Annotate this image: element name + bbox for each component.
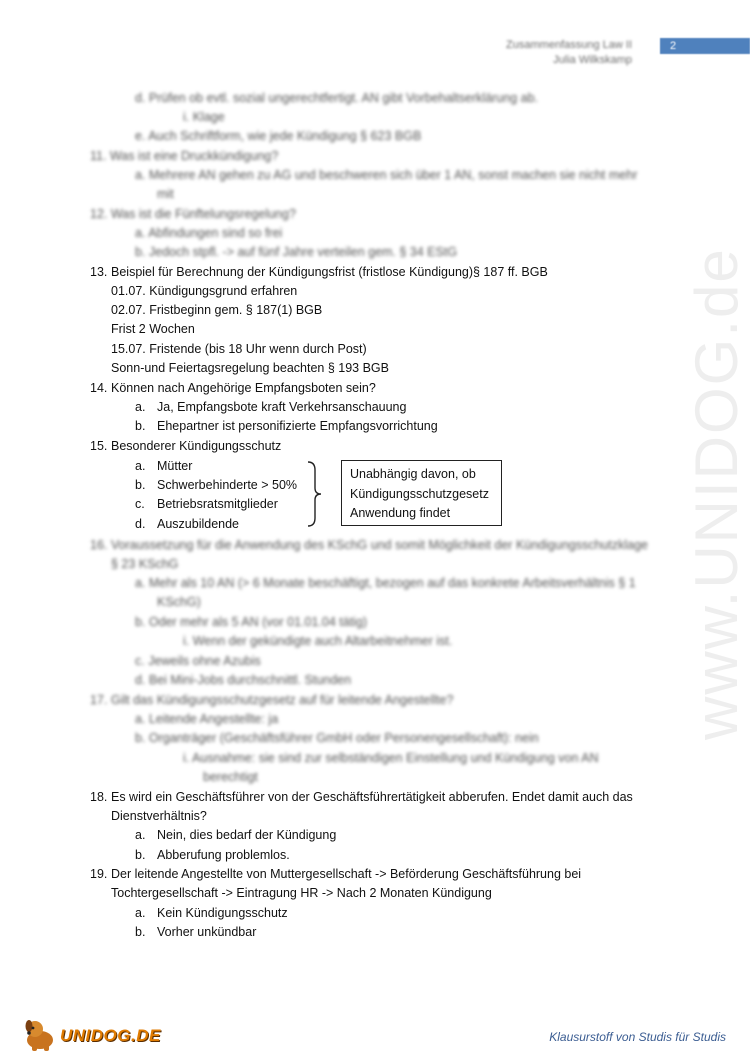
unidog-logo xyxy=(22,1016,162,1054)
q15-number: 15. xyxy=(90,439,108,453)
q13-line: Sonn-und Feiertagsregelung beachten § 193 BGB xyxy=(111,361,389,375)
blurred-line: a. Abfindungen sind so frei xyxy=(135,226,283,240)
list-item: Ja, Empfangsbote kraft Verkehrsanschauung xyxy=(157,400,407,414)
list-item: Ehepartner ist personifizierte Empfangsvorrichtung xyxy=(157,419,438,433)
list-marker: c. xyxy=(135,497,145,511)
q19-title-cont: Tochtergesellschaft -> Eintragung HR -> Nach 2 Monaten Kündigung xyxy=(111,886,492,900)
list-marker: a. xyxy=(135,459,146,473)
list-item: Kein Kündigungsschutz xyxy=(157,906,288,920)
q18-number: 18. xyxy=(90,790,108,804)
blurred-line: b. Oder mehr als 5 AN (vor 01.01.04 tätig) xyxy=(135,615,368,629)
blurred-line: berechtigt xyxy=(203,770,258,784)
q18-title-cont: Dienstverhältnis? xyxy=(111,809,207,823)
q13-number: 13. xyxy=(90,265,108,279)
q15-title: Besonderer Kündigungsschutz xyxy=(111,439,282,453)
page-number-badge: 2 xyxy=(660,38,750,54)
list-item: Mütter xyxy=(157,459,193,473)
q19-title: Der leitende Angestellte von Muttergesellschaft -> Beförderung Geschäftsführung bei xyxy=(111,867,582,881)
note-line: Kündigungsschutzgesetz xyxy=(350,486,489,501)
list-item: Auszubildende xyxy=(157,517,240,531)
q18-title: Es wird ein Geschäftsführer von der Geschäftsführertätigkeit abberufen. Endet damit auch das xyxy=(111,790,633,804)
blurred-line: b. Organträger (Geschäftsführer GmbH oder Personengesellschaft): nein xyxy=(135,731,539,745)
list-marker: a. xyxy=(135,906,146,920)
curly-brace xyxy=(305,460,325,528)
blurred-line: a. Leitende Angestellte: ja xyxy=(135,712,279,726)
blurred-line: e. Auch Schriftform, wie jede Kündigung § 623 BGB xyxy=(135,129,422,143)
blurred-line: b. Jedoch stpfl. -> auf fünf Jahre verteilen gem. § 34 EStG xyxy=(135,245,458,259)
list-item: Abberufung problemlos. xyxy=(157,848,290,862)
q14-title: Können nach Angehörige Empfangsboten sein? xyxy=(111,381,376,395)
list-marker: b. xyxy=(135,848,146,862)
blurred-line: § 23 KSchG xyxy=(111,557,179,571)
list-item: Betriebsratsmitglieder xyxy=(157,497,278,511)
blurred-line: 11. Was ist eine Druckkündigung? xyxy=(90,149,279,163)
logo-text: UNIDOG.DE xyxy=(60,1026,161,1045)
blurred-line: 16. Voraussetzung für die Anwendung des KSchG und somit Möglichkeit der Kündigungsschutzklage xyxy=(90,538,648,552)
page-header xyxy=(506,38,632,68)
blurred-line: i. Wenn der gekündigte auch Altarbeitnehmer ist. xyxy=(183,634,453,648)
list-item: Schwerbehinderte > 50% xyxy=(157,478,298,492)
dog-icon xyxy=(22,1016,60,1054)
note-box xyxy=(341,460,502,526)
note-line: Anwendung findet xyxy=(350,506,451,520)
q13-line: 01.07. Kündigungsgrund erfahren xyxy=(111,284,298,298)
header-title: Zusammenfassung Law II xyxy=(506,39,632,51)
blurred-line: d. Prüfen ob evtl. sozial ungerechtfertigt. AN gibt Vorbehaltserklärung ab. xyxy=(135,91,539,105)
list-marker: a. xyxy=(135,400,146,414)
list-marker: b. xyxy=(135,478,146,492)
q14-number: 14. xyxy=(90,381,108,395)
q19-number: 19. xyxy=(90,867,108,881)
watermark-text: www.UNIDOG.de xyxy=(683,247,750,740)
list-marker: b. xyxy=(135,925,146,939)
q13-line: 02.07. Fristbeginn gem. § 187(1) BGB xyxy=(111,303,323,317)
blurred-line: a. Mehr als 10 AN (> 6 Monate beschäftigt, bezogen auf das konkrete Arbeitsverhältnis § 1 xyxy=(135,576,636,590)
q13-line: 15.07. Fristende (bis 18 Uhr wenn durch Post) xyxy=(111,342,367,356)
blurred-line: i. Ausnahme: sie sind zur selbständigen Einstellung und Kündigung von AN xyxy=(183,751,599,765)
blurred-line: 12. Was ist die Fünftelungsregelung? xyxy=(90,207,296,221)
blurred-line: KSchG) xyxy=(157,595,201,609)
blurred-line: 17. Gilt das Kündigungsschutzgesetz auf für leitende Angestellte? xyxy=(90,693,454,707)
list-item: Vorher unkündbar xyxy=(157,925,257,939)
blurred-line: a. Mehrere AN gehen zu AG und beschweren sich über 1 AN, sonst machen sie nicht mehr xyxy=(135,168,638,182)
footer-tagline: Klausurstoff von Studis für Studis xyxy=(549,1030,726,1044)
note-line: Unabhängig davon, ob xyxy=(350,467,476,481)
q13-line: Frist 2 Wochen xyxy=(111,322,195,336)
q13-title: Beispiel für Berechnung der Kündigungsfrist (fristlose Kündigung)§ 187 ff. BGB xyxy=(111,265,548,279)
header-author: Julia Wilkskamp xyxy=(553,54,632,66)
list-marker: b. xyxy=(135,419,146,433)
blurred-line: mit xyxy=(157,187,174,201)
watermark xyxy=(682,247,750,740)
blurred-line: i. Klage xyxy=(183,110,225,124)
blurred-line: d. Bei Mini-Jobs durchschnittl. Stunden xyxy=(135,673,352,687)
list-marker: a. xyxy=(135,828,146,842)
blurred-line: c. Jeweils ohne Azubis xyxy=(135,654,261,668)
list-item: Nein, dies bedarf der Kündigung xyxy=(157,828,337,842)
list-marker: d. xyxy=(135,517,146,531)
